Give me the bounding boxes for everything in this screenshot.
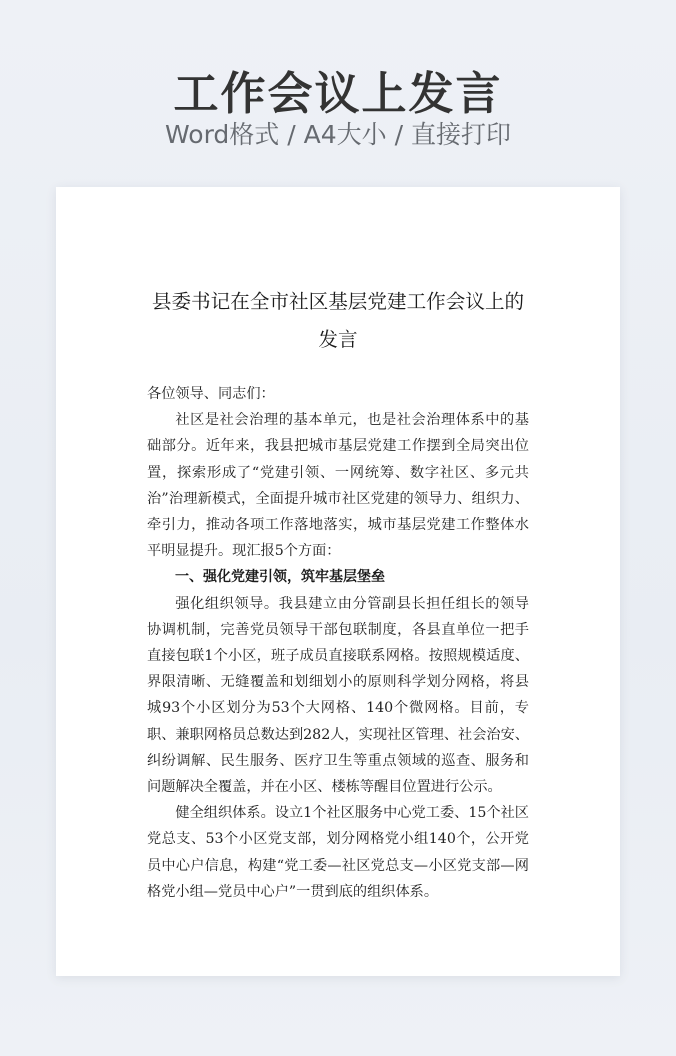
banner-subtitle: Word格式 / A4大小 / 直接打印 [165,120,511,149]
salutation: 各位领导、同志们： [147,386,275,402]
banner-title: 工作会议上发言 [173,67,503,120]
document-page [56,187,620,976]
intro-paragraph: 社区是社会治理的基本单元，也是社会治理体系中的基础部分。近年来，我县把城市基层党建工作摆到全局突出位置，探索形成了“党建引领、一网统筹、数字社区、多元共治”治理新模式，全面提升城市社区党建的领导力、组织力、牵引力，推动各项工作落地落实，城市基层党建工作整体水平明显提升。现汇报5个方面： [147,412,529,560]
document-title: 县委书记在全市社区基层党建工作会议上的发言 [151,290,525,351]
body-paragraph-2: 健全组织体系。设立1个社区服务中心党工委、15个社区党总支、53个小区党支部，划分网格党小组140个，公开党员中心户信息，构建“党工委—社区党总支—小区党支部—网格党小组—党员中心户”一贯到底的组织体系。 [147,805,529,900]
body-paragraph-1: 强化组织领导。我县建立由分管副县长担任组长的领导协调机制，完善党员领导干部包联制度，各县直单位一把手直接包联1个小区，班子成员直接联系网格。按照规模适度、界限清晰、无缝覆盖和划细划小的原则科学划分网格，将县城93个小区划分为53个大网格、140个微网格。目前，专职、兼职网格员总数达到282人，实现社区管理、社会治安、纠纷调解、民生服务、医疗卫生等重点领域的巡查、服务和问题解决全覆盖，并在小区、楼栋等醒目位置进行公示。 [147,595,529,796]
header-banner [0,0,676,170]
section-heading: 一、强化党建引领，筑牢基层堡垒 [175,569,385,586]
document-body [147,381,529,905]
